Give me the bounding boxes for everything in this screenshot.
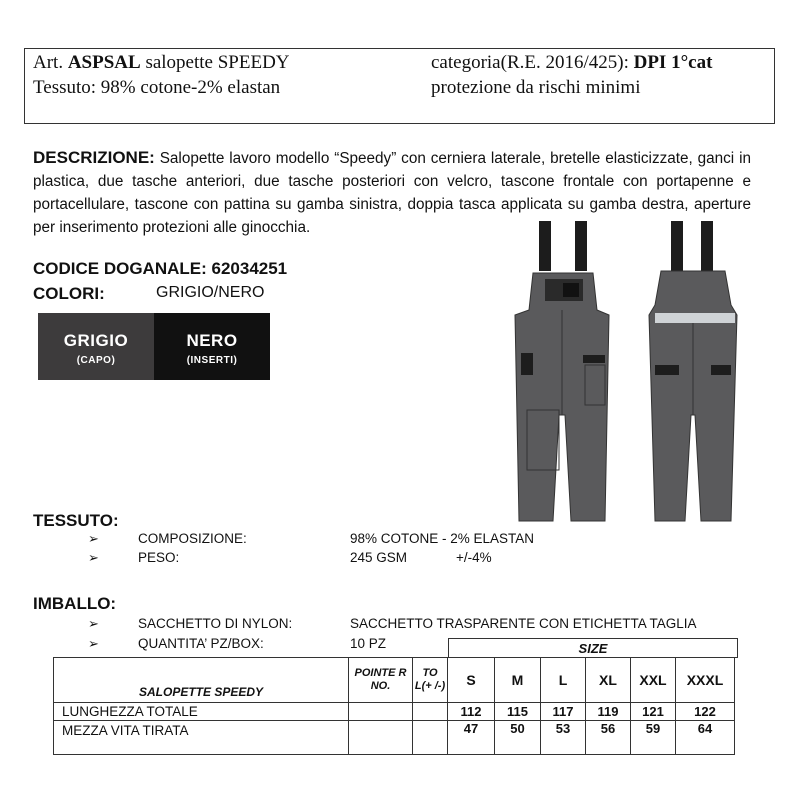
art-prefix: Art.	[33, 52, 68, 73]
swatch-grigio-name: GRIGIO	[63, 331, 129, 350]
category-line	[431, 52, 712, 74]
description-text: Salopette lavoro modello “Speedy” con cerniera laterale, bretelle elasticizzate, ganci in plastica, due tasche anteriori, due tasche posteriori con velcro, tascone frontale con portapenne e portacellulare, tascone con pattina su gamba sinistra, doppia tasca applicata su gamba destra, aperture per inserimento protezioni alle ginocchia.	[33, 150, 751, 236]
size-s-header: S	[448, 658, 495, 703]
colors-value: GRIGIO/NERO	[156, 284, 265, 301]
swatch-nero	[154, 313, 270, 380]
fabric-section-title: TESSUTO:	[33, 511, 119, 530]
product-header: SALOPETTE SPEEDY	[54, 658, 349, 703]
value-cell: 112	[448, 703, 495, 721]
value-cell: 122	[676, 703, 735, 721]
points-cell	[349, 721, 413, 755]
composition-value: 98% COTONE - 2% ELASTAN	[350, 531, 535, 546]
size-table	[53, 657, 735, 755]
fabric-line: Tessuto: 98% cotone-2% elastan	[33, 77, 281, 98]
description-title: DESCRIZIONE:	[33, 148, 155, 167]
weight-tolerance: +/-4%	[456, 550, 492, 565]
value-cell: 50	[495, 721, 541, 755]
category-value: DPI 1°cat	[633, 52, 713, 73]
size-xxl-header: XXL	[631, 658, 676, 703]
value-cell: 121	[631, 703, 676, 721]
points-header: POINTE R NO.	[349, 658, 413, 703]
weight-value: 245 GSM	[350, 550, 408, 565]
row-name: MEZZA VITA TIRATA	[54, 721, 349, 755]
size-l-header: L	[541, 658, 586, 703]
quantity-value: 10 PZ	[350, 636, 387, 651]
value-cell: 117	[541, 703, 586, 721]
size-header: SIZE	[449, 639, 738, 658]
weight-label: PESO:	[138, 550, 180, 565]
swatch-nero-name: NERO	[186, 331, 238, 350]
article-line	[33, 52, 290, 74]
value-cell: 53	[541, 721, 586, 755]
nylon-bag-value: SACCHETTO TRASPARENTE CON ETICHETTA TAGLIA	[350, 616, 697, 631]
swatch-nero-sub: (INSERTI)	[186, 355, 238, 366]
value-cell: 119	[586, 703, 631, 721]
packing-section-title: IMBALLO:	[33, 594, 117, 613]
swatch-grigio-sub: (CAPO)	[76, 355, 116, 366]
overalls-illustration	[505, 215, 755, 535]
value-cell: 115	[495, 703, 541, 721]
header-box	[24, 48, 775, 124]
value-cell: 59	[631, 721, 676, 755]
bullet-icon: ➢	[88, 550, 99, 565]
customs-code: CODICE DOGANALE: 62034251	[33, 259, 288, 278]
category-label: categoria(R.E. 2016/425):	[431, 52, 634, 73]
bullet-icon: ➢	[88, 616, 99, 631]
art-code: ASPSAL	[67, 52, 141, 73]
tolerance-cell	[413, 721, 448, 755]
size-header-table	[448, 638, 738, 658]
nylon-bag-label: SACCHETTO DI NYLON:	[138, 616, 293, 631]
overalls-front	[515, 221, 609, 521]
tolerance-header: TO L(+ /-)	[413, 658, 448, 703]
table-row	[54, 721, 735, 755]
quantity-label: QUANTITA’ PZ/BOX:	[138, 636, 264, 651]
art-name: salopette SPEEDY	[140, 52, 290, 73]
bullet-icon: ➢	[88, 531, 99, 546]
value-cell: 56	[586, 721, 631, 755]
protection-line: protezione da rischi minimi	[431, 77, 641, 98]
overalls-back	[649, 221, 737, 521]
tolerance-cell	[413, 703, 448, 721]
composition-label: COMPOSIZIONE:	[138, 531, 247, 546]
swatch-grigio	[38, 313, 154, 380]
points-cell	[349, 703, 413, 721]
row-name: LUNGHEZZA TOTALE	[54, 703, 349, 721]
size-xl-header: XL	[586, 658, 631, 703]
size-m-header: M	[495, 658, 541, 703]
size-xxxl-header: XXXL	[676, 658, 735, 703]
table-row	[54, 703, 735, 721]
value-cell: 64	[676, 721, 735, 755]
value-cell: 47	[448, 721, 495, 755]
colors-label: COLORI:	[33, 284, 105, 303]
bullet-icon: ➢	[88, 636, 99, 651]
